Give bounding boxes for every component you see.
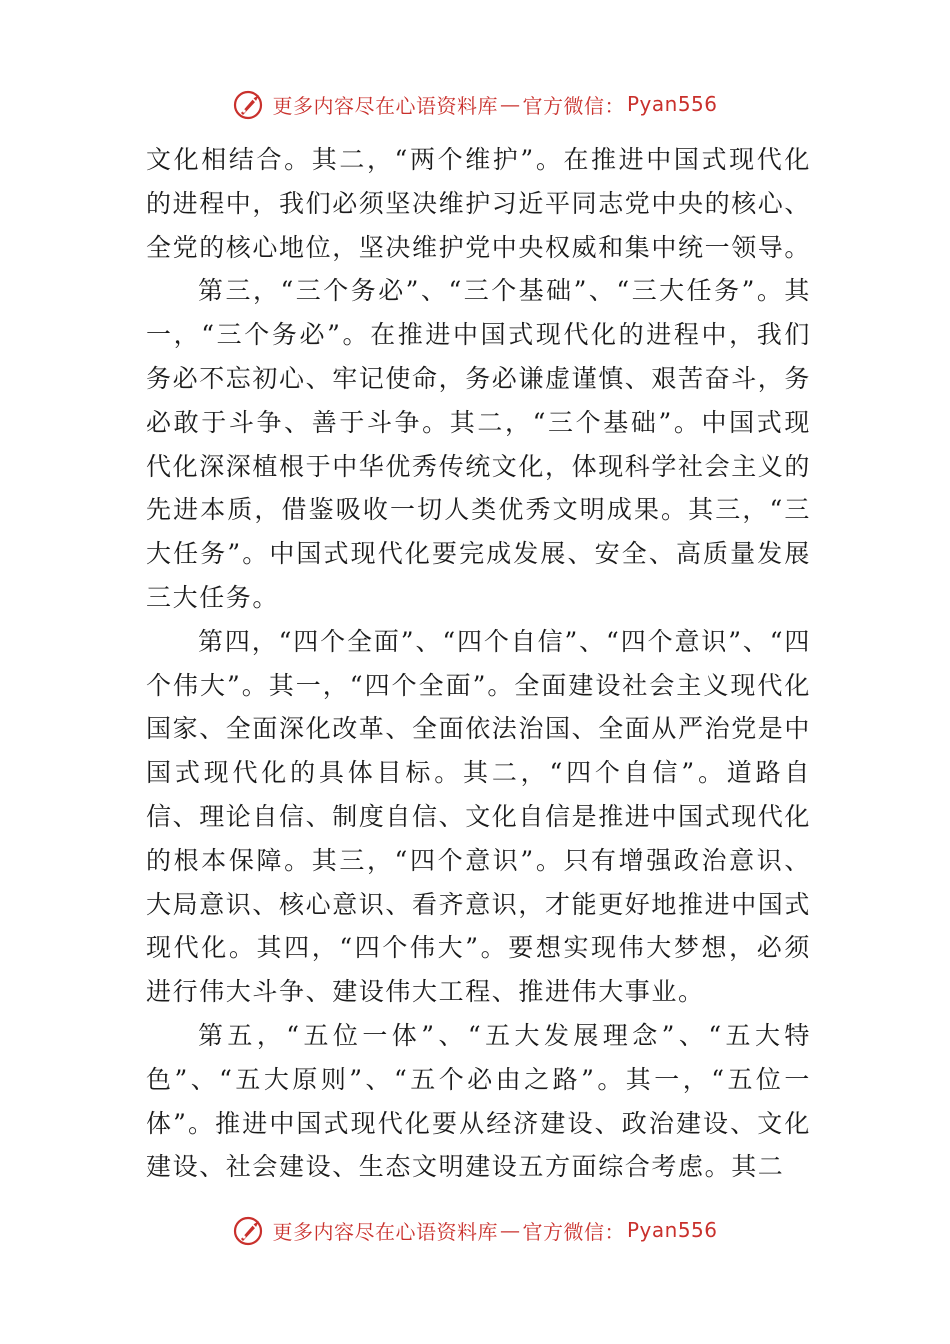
paragraph: 第四，“四个全面”、“四个自信”、“四个意识”、“四个伟大”。其一，“四个全面”。全面建设社会主义现代化国家、全面深化改革、全面依法治国、全面从严治党是中国式现代化的具体目标。其二，“四个自信”。道路自信、理论自信、制度自信、文化自信是推进中国式现代化的根本保障。其三，“四个意识”。只有增强政治意识、大局意识、核心意识、看齐意识，才能更好地推进中国式现代化。其四，“四个伟大”。要想实现伟大梦想，必须进行伟大斗争、建设伟大工程、推进伟大事业。: [146, 626, 812, 1007]
footer-watermark: [0, 1210, 950, 1250]
watermark-brand-text: 更多内容尽在心语资料库: [272, 93, 498, 118]
paragraph: 第三，“三个务必”、“三个基础”、“三大任务”。其一，“三个务必”。在推进中国式现代化的进程中，我们务必不忘初心、牢记使命，务必谦虚谨慎、艰苦奋斗，务必敢于斗争、善于斗争。其二，“三个基础”。中国式现代化深深植根于中华优秀传统文化，体现科学社会主义的先进本质，借鉴吸收一切人类优秀文明成果。其三，“三大任务”。中国式现代化要完成发展、安全、高质量发展三大任务。: [146, 276, 812, 612]
watermark-wechat-id: Pyan556: [626, 92, 718, 116]
document-body: [146, 138, 811, 1189]
watermark-official-label: 官方微信：: [522, 93, 625, 118]
paragraph: 第五，“五位一体”、“五大发展理念”、“五大特色”、“五大原则”、“五个必由之路”。其一，“五位一体”。推进中国式现代化要从经济建设、政治建设、文化建设、社会建设、生态文明建设五方面综合考虑。其二: [146, 1020, 811, 1182]
watermark-separator: —: [499, 1218, 521, 1242]
header-watermark: [0, 84, 950, 124]
paragraph: 文化相结合。其二，“两个维护”。在推进中国式现代化的进程中，我们必须坚决维护习近平同志党中央的核心、全党的核心地位，坚决维护党中央权威和集中统一领导。: [146, 145, 812, 262]
watermark-wechat-id: Pyan556: [626, 1218, 718, 1242]
pen-nib-logo-icon: [232, 1212, 268, 1248]
watermark-brand-text: 更多内容尽在心语资料库: [272, 1219, 498, 1244]
pen-nib-logo-icon: [232, 86, 268, 122]
watermark-separator: —: [499, 92, 521, 116]
watermark-official-label: 官方微信：: [522, 1219, 625, 1244]
